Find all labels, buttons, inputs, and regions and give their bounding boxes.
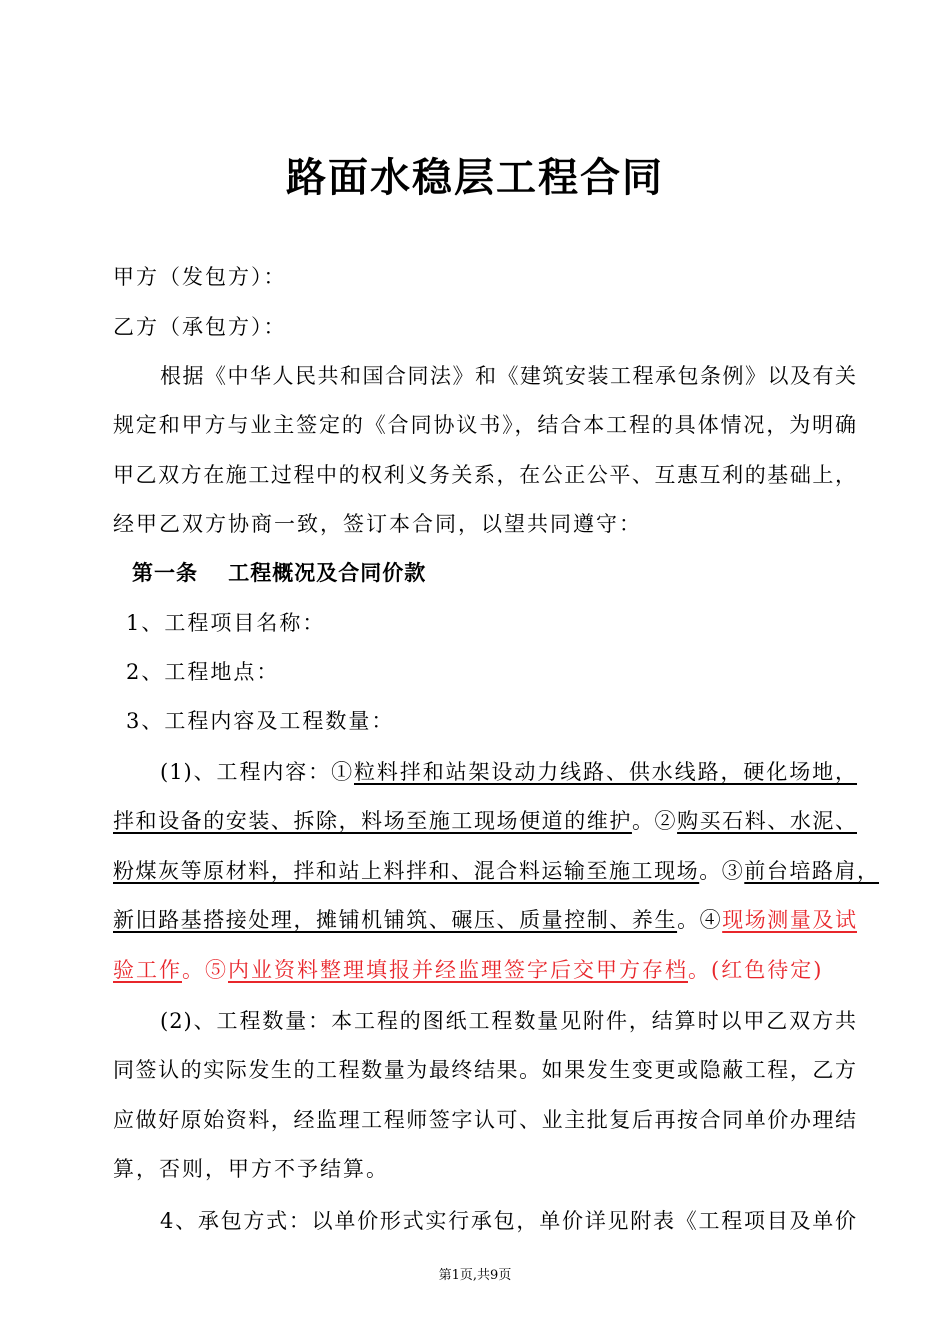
underlined-text: 前台培路肩， [744, 859, 880, 883]
page-footer: 第1页,共9页 [438, 1268, 512, 1283]
content-prefix: (1)、工程内容：① [160, 760, 354, 784]
content-line-red [113, 955, 823, 985]
preamble-line: 规定和甲方与业主签定的《合同协议书》，结合本工程的具体情况，为明确 [113, 413, 857, 437]
article-1-heading: 第一条 工程概况及合同价款 [132, 561, 427, 585]
underlined-text: 粉煤灰等原材料，拌和站上料拌和、混合料运输至施工现场 [113, 859, 700, 883]
quantity-line: 同签认的实际发生的工程数量为最终结果。如果发生变更或隐蔽工程，乙方 [113, 1058, 857, 1082]
document-title: 路面水稳层工程合同 [286, 155, 664, 201]
red-underlined-text: 验工作 [113, 958, 182, 982]
party-a-line: 甲方（发包方）： [113, 265, 287, 289]
item-content-quantity: 3、工程内容及工程数量： [126, 709, 395, 733]
quantity-line: 算，否则，甲方不予结算。 [113, 1157, 389, 1181]
item-project-location: 2、工程地点： [126, 660, 280, 684]
party-b-line: 乙方（承包方）： [113, 315, 287, 339]
item-project-name: 1、工程项目名称： [126, 611, 326, 635]
contract-mode-line: 4、承包方式：以单价形式实行承包，单价详见附表《工程项目及单价 [160, 1209, 857, 1233]
underlined-text: 粒料拌和站架设动力线路、供水线路，硬化场地， [354, 760, 858, 784]
preamble-line: 经甲乙双方协商一致，签订本合同，以望共同遵守： [113, 512, 642, 536]
underlined-text: 新旧路基搭接处理，摊铺机铺筑、碾压、质量控制、养生 [113, 908, 678, 932]
content-separator: 。⑤ [182, 958, 228, 982]
content-line [113, 806, 857, 836]
underlined-text: 拌和设备的安装、拆除，料场至施工现场便道的维护 [113, 809, 632, 833]
content-line [160, 757, 857, 787]
content-line [113, 856, 879, 886]
quantity-line: 应做好原始资料，经监理工程师签字认可、业主批复后再按合同单价办理结 [113, 1108, 857, 1132]
red-underlined-text: 内业资料整理填报并经监理签字后交甲方存档 [228, 958, 688, 982]
content-separator: 。④ [677, 908, 723, 932]
content-separator: 。② [631, 809, 678, 833]
underlined-text: 购买石料、水泥、 [677, 809, 857, 833]
pending-note: 。(红色待定) [688, 958, 824, 982]
preamble-line: 甲乙双方在施工过程中的权利义务关系，在公正公平、互惠互利的基础上， [113, 463, 857, 487]
content-separator: 。③ [699, 859, 745, 883]
red-underlined-text: 现场测量及试 [722, 908, 857, 932]
preamble-line: 根据《中华人民共和国合同法》和《建筑安装工程承包条例》以及有关 [160, 364, 857, 388]
content-line [113, 905, 857, 935]
quantity-line: (2)、工程数量：本工程的图纸工程数量见附件，结算时以甲乙双方共 [160, 1009, 857, 1033]
